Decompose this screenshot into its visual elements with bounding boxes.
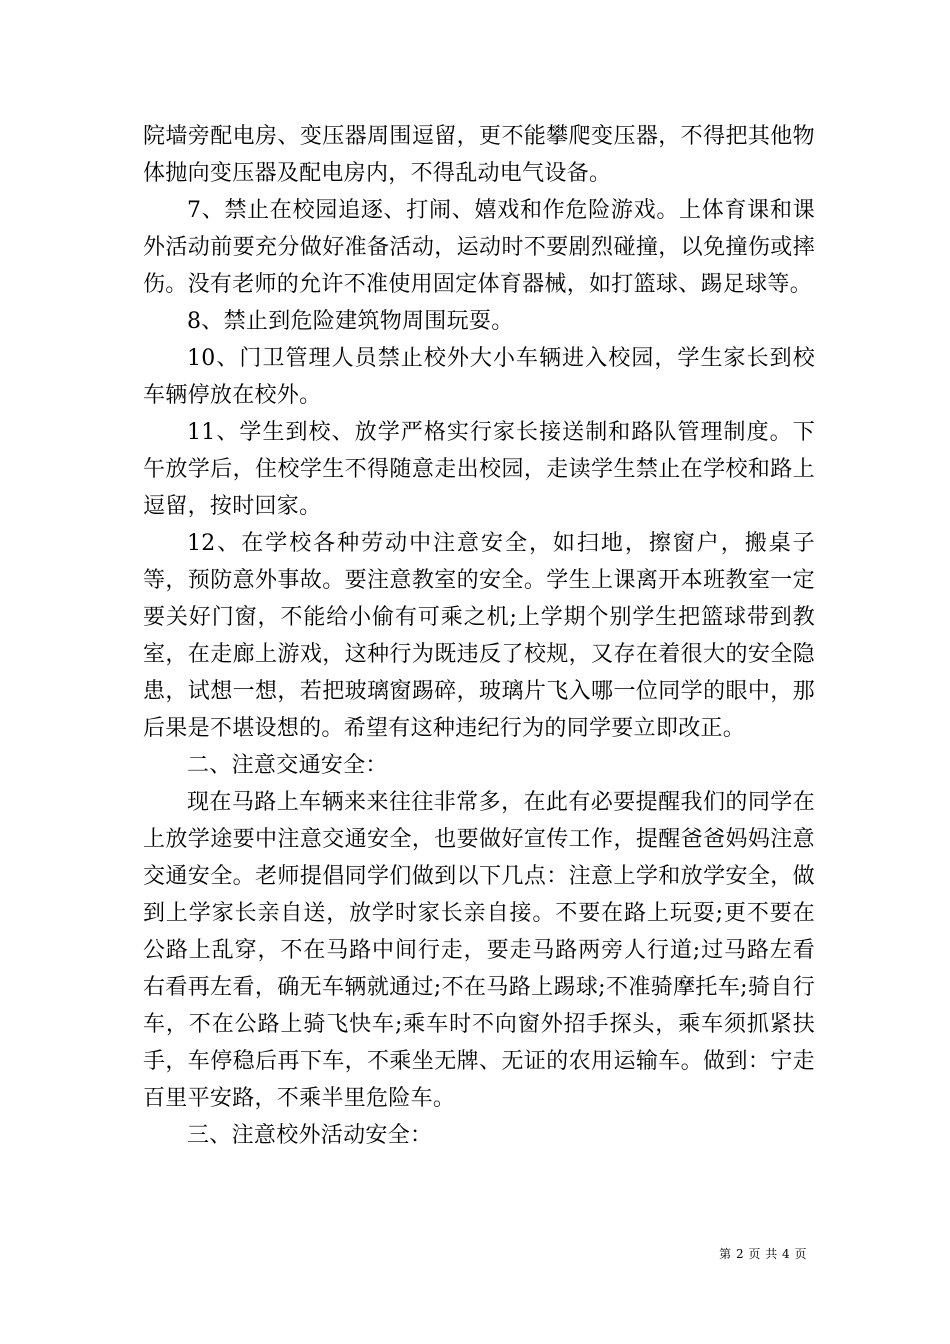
paragraph-3: 8、禁止到危险建筑物周围玩耍。 [187,309,514,334]
paragraph-7: 现在马路上车辆来来往往非常多，在此有必要提醒我们的同学在上放学途要中注意交通安全，也要做好宣传工作，提醒爸爸妈妈注意交通安全。老师提倡同学们做到以下几点：注意上学和放学安全，做到上学家长亲自送，放学时家长亲自接。不要在路上玩耍;更不要在公路上乱穿，不在马路中间行走，要走马路两旁人行道;过马路左看右看再左看，确无车辆就通过;不在马路上踢球;不准骑摩托车;骑自行车，不在公路上骑飞快车;乘车时不向窗外招手探头，乘车须抓紧扶手，车停稳后再下车，不乘坐无牌、无证的农用运输车。做到：宁走百里平安路，不乘半里危险车。 [143,790,815,1111]
page-number-footer: 第 2 页 共 4 页 [719,1247,807,1261]
section-heading-outdoor: 三、注意校外活动安全： [187,1123,433,1148]
paragraph-6: 12、在学校各种劳动中注意安全，如扫地，擦窗户，搬桌子等，预防意外事故。要注意教室的安全。学生上课离开本班教室一定要关好门窗，不能给小偷有可乘之机;上学期个别学生把篮球带到教室，在走廊上游戏，这种行为既违反了校规，又存在着很大的安全隐患，试想一想，若把玻璃窗踢碎，玻璃片飞入哪一位同学的眼中，那后果是不堪设想的。希望有这种违纪行为的同学要立即改正。 [143,531,815,741]
paragraph-5: 11、学生到校、放学严格实行家长接送制和路队管理制度。下午放学后，住校学生不得随意走出校园，走读学生禁止在学校和路上逗留，按时回家。 [143,420,815,519]
paragraph-1: 院墙旁配电房、变压器周围逗留，更不能攀爬变压器，不得把其他物体抛向变压器及配电房内，不得乱动电气设备。 [143,124,815,186]
document-body [143,118,815,1154]
paragraph-4: 10、门卫管理人员禁止校外大小车辆进入校园，学生家长到校车辆停放在校外。 [143,346,815,408]
paragraph-2: 7、禁止在校园追逐、打闹、嬉戏和作危险游戏。上体育课和课外活动前要充分做好准备活动，运动时不要剧烈碰撞，以免撞伤或摔伤。没有老师的允许不准使用固定体育器械，如打篮球、踢足球等。 [143,198,815,297]
section-heading-traffic: 二、注意交通安全： [187,753,388,778]
